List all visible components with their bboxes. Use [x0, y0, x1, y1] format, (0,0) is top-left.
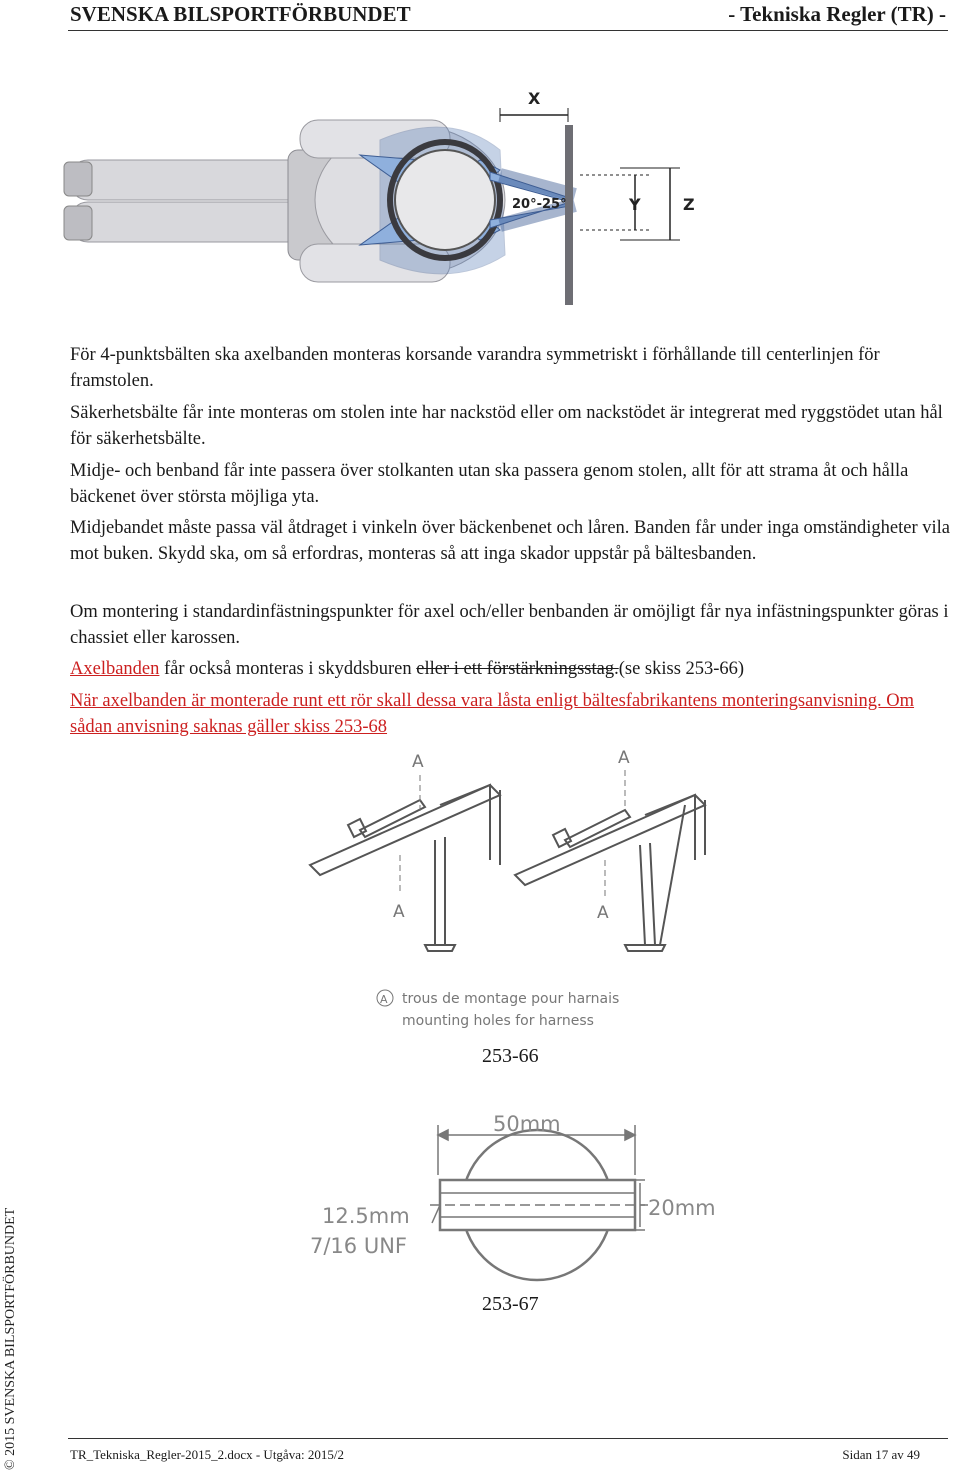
sketch-reference: (se skiss 253-66)	[618, 659, 745, 679]
diameter-label: 20mm	[648, 1196, 716, 1220]
paragraph-headrest: Säkerhetsbälte får inte monteras om stolen inte har nackstöd eller om nackstödet är integrerat med ryggstödet utan hål för säkerhetsbälte.	[70, 403, 943, 449]
dim-y-label: Y	[629, 195, 641, 214]
header-organization: SVENSKA BILSPORTFÖRBUNDET	[70, 2, 411, 26]
dim-x-label: X	[528, 89, 541, 108]
width-label: 50mm	[493, 1112, 561, 1136]
thread-spec-label: 7/16 UNF	[310, 1234, 407, 1258]
marker-a-2: A	[618, 748, 630, 768]
legend-french: trous de montage pour harnais	[402, 991, 620, 1007]
marker-a-1: A	[412, 752, 424, 772]
legend-english: mounting holes for harness	[402, 1013, 594, 1029]
seat-harness-diagram	[60, 80, 720, 310]
legend-marker: A	[380, 993, 388, 1006]
paragraph-tube-mounting: När axelbanden är monterade runt ett rör skall dessa vara låsta enligt bältesfabrikantens monteringsanvisning. Om sådan anvisning saknas gäller skiss 253-68	[70, 691, 915, 737]
dim-z-label: Z	[683, 195, 695, 214]
footer-page-number: Sidan 17 av 49	[842, 1447, 920, 1462]
paragraph-shoulder-straps	[70, 656, 960, 682]
shoulder-straps-text: får också monteras i skyddsburen	[159, 659, 417, 679]
angle-label: 20°-25°	[512, 197, 567, 212]
footer-filename: TR_Tekniska_Regler-2015_2.docx - Utgåva: 2015/2	[70, 1447, 344, 1462]
paragraph-mounting-points: Om montering i standardinfästningspunkter för axel och/eller benbanden är omöjligt får nya infästningspunkter göras i chassiet eller karossen.	[70, 602, 949, 648]
paragraph-lap-straps: Midje- och benband får inte passera över stolkanten utan ska passera genom stolen, allt för att strama åt och hålla bäckenet över största möjliga yta.	[70, 461, 909, 507]
header-document-title: - Tekniska Regler (TR) -	[728, 2, 946, 26]
paragraph-lap-belt: Midjebandet måste passa väl åtdraget i vinkeln över bäckenbenet och låren. Banden får under inga omständigheter vila mot buken. Skydd ska, om så erfordras, monteras så att inga skador uppstår på bältesbanden.	[70, 518, 950, 564]
caption-253-67: 253-67	[482, 1293, 539, 1315]
paragraph-4-point: För 4-punktsbälten ska axelbanden monteras korsande varandra symmetriskt i förhållande till centerlinjen för framstolen.	[70, 345, 880, 391]
tube-sleeve-sketch-253-67	[300, 1105, 740, 1290]
header-rule	[68, 30, 948, 31]
thread-size-label: 12.5mm	[322, 1204, 410, 1228]
footer-rule	[68, 1438, 948, 1439]
shoulder-straps-term: Axelbanden	[70, 659, 160, 679]
struck-text: eller i ett förstärkningsstag.	[416, 659, 619, 679]
side-copyright: © 2015 SVENSKA BILSPORTFÖRBUNDET	[3, 1207, 18, 1470]
marker-a-4: A	[597, 903, 609, 923]
marker-a-3: A	[393, 902, 405, 922]
mounting-sketch-253-66	[300, 745, 720, 1035]
caption-253-66: 253-66	[482, 1045, 539, 1067]
